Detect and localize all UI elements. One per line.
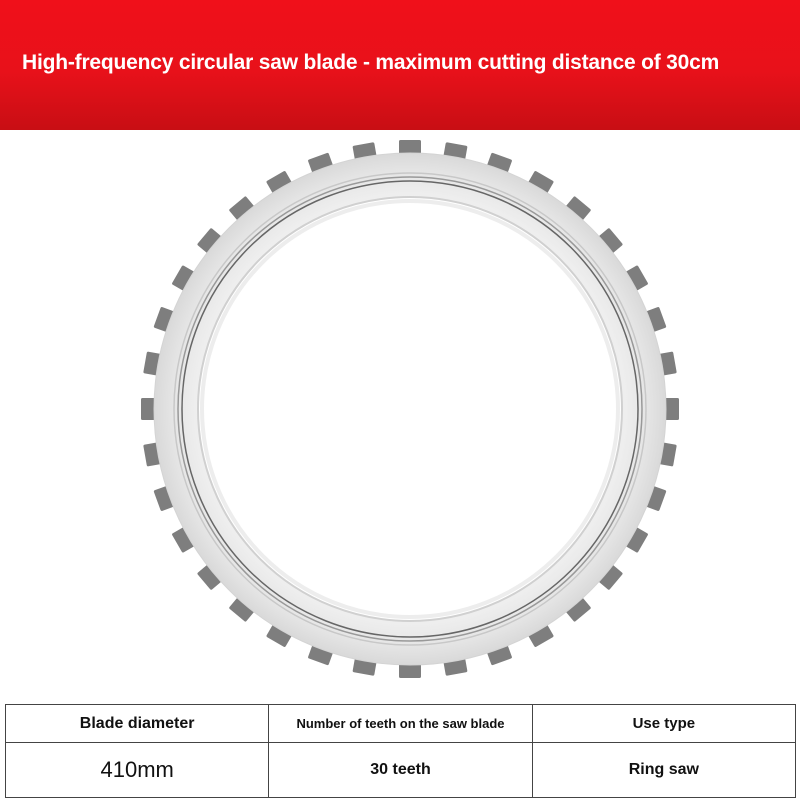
header-teeth-number: Number of teeth on the saw blade — [269, 705, 532, 743]
value-blade-diameter: 410mm — [6, 743, 269, 798]
spec-header-row — [6, 705, 796, 743]
blade-illustration — [0, 130, 800, 700]
value-teeth-number: 30 teeth — [269, 743, 532, 798]
header-banner — [0, 0, 800, 130]
spec-value-row — [6, 743, 796, 798]
header-blade-diameter: Blade diameter — [6, 705, 269, 743]
saw-blade-graphic — [0, 130, 800, 700]
spec-table — [5, 704, 796, 798]
banner-title: High-frequency circular saw blade - maximum cutting distance of 30cm — [22, 51, 720, 74]
value-use-type: Ring saw — [532, 743, 795, 798]
header-use-type: Use type — [532, 705, 795, 743]
